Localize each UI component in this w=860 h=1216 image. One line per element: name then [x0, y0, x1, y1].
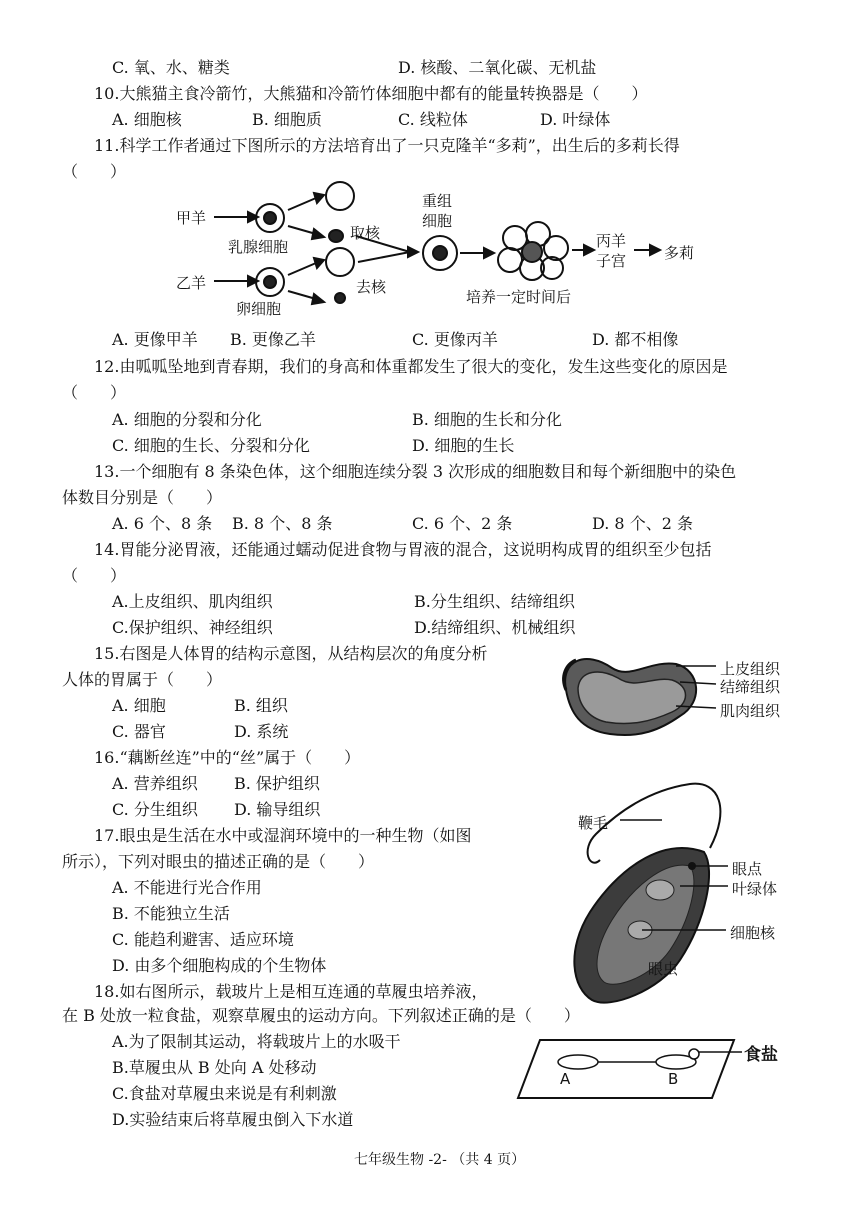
q10-option-b: B. 细胞质 [252, 110, 322, 129]
q11-option-a: A. 更像甲羊 [112, 330, 198, 349]
q14-option-a: A.上皮组织、肌肉组织 [112, 592, 273, 611]
label-recombined-2: 细胞 [422, 212, 453, 230]
q18-option-c: C.食盐对草履虫来说是有利刺激 [112, 1084, 337, 1103]
q15-option-b: B. 组织 [234, 696, 288, 715]
q18-option-a: A.为了限制其运动，将载玻片上的水吸干 [112, 1032, 401, 1051]
q17-option-a: A. 不能进行光合作用 [112, 878, 262, 897]
label-flagellum: 鞭毛 [578, 814, 609, 832]
q15-option-d: D. 系统 [234, 722, 289, 741]
q12-option-b: B. 细胞的生长和分化 [412, 410, 562, 429]
label-eyespot: 眼点 [732, 860, 763, 878]
q15-stem-cont: 人体的胃属于（ ） [62, 670, 223, 689]
q14-stem: 14.胃能分泌胃液，还能通过蠕动促进食物与胃液的混合，这说明构成胃的组织至少包括 [94, 540, 712, 559]
q17-option-c: C. 能趋利避害、适应环境 [112, 930, 294, 949]
label-sheep-a: 甲羊 [176, 209, 207, 227]
label-nucleus: 细胞核 [730, 924, 776, 942]
label-recombined-1: 重组 [422, 192, 453, 210]
label-dolly: 多莉 [664, 244, 695, 262]
q15-option-a: A. 细胞 [112, 696, 166, 715]
q12-blank: （ ） [62, 383, 127, 402]
label-mammary-cell: 乳腺细胞 [228, 238, 289, 256]
q10-option-d: D. 叶绿体 [540, 110, 611, 129]
q13-option-b: B. 8 个、8 条 [232, 514, 333, 533]
q11-option-c: C. 更像丙羊 [412, 330, 498, 349]
q16-option-c: C. 分生组织 [112, 800, 198, 819]
label-muscle: 肌肉组织 [720, 702, 781, 720]
q10-stem: 10.大熊猫主食冷箭竹，大熊猫和冷箭竹体细胞中都有的能量转换器是（ ） [94, 84, 648, 103]
q18-option-d: D.实验结束后将草履虫倒入下水道 [112, 1110, 354, 1129]
q12-option-a: A. 细胞的分裂和分化 [112, 410, 262, 429]
q18-option-b: B.草履虫从 B 处向 A 处移动 [112, 1058, 317, 1077]
q17-stem-cont: 所示），下列对眼虫的描述正确的是（ ） [62, 852, 375, 871]
label-uterus-2: 子宫 [596, 252, 627, 270]
q17-option-b: B. 不能独立生活 [112, 904, 230, 923]
q16-option-b: B. 保护组织 [234, 774, 320, 793]
q10-option-a: A. 细胞核 [112, 110, 182, 129]
label-uterus-1: 丙羊 [596, 232, 627, 250]
q11-stem: 11.科学工作者通过下图所示的方法培育出了一只克隆羊“多莉”，出生后的多莉长得 [94, 136, 680, 155]
q15-stem: 15.右图是人体胃的结构示意图，从结构层次的角度分析 [94, 644, 488, 663]
q12-option-d: D. 细胞的生长 [412, 436, 515, 455]
q12-option-c: C. 细胞的生长、分裂和分化 [112, 436, 310, 455]
label-remove-nucleus: 去核 [356, 278, 387, 296]
q13-stem-cont: 体数目分别是（ ） [62, 488, 223, 507]
label-culture: 培养一定时间后 [466, 288, 572, 306]
q10-option-c: C. 线粒体 [398, 110, 468, 129]
q9-option-d: D. 核酸、二氧化碳、无机盐 [398, 58, 597, 77]
q11-option-d: D. 都不相像 [592, 330, 679, 349]
label-connective: 结缔组织 [720, 678, 781, 696]
page-footer: 七年级生物 -2- （共 4 页） [354, 1152, 526, 1168]
q18-stem: 18.如右图所示，载玻片上是相互连通的草履虫培养液， [94, 982, 488, 1001]
q13-stem: 13.一个细胞有 8 条染色体，这个细胞连续分裂 3 次形成的细胞数目和每个新细胞中的染色 [94, 462, 737, 481]
q18-stem-cont: 在 B 处放一粒食盐，观察草履虫的运动方向。下列叙述正确的是（ ） [62, 1006, 580, 1025]
q14-blank: （ ） [62, 566, 127, 585]
q17-stem: 17.眼虫是生活在水中或湿润环境中的一种生物（如图 [94, 826, 472, 845]
label-take-nucleus: 取核 [350, 224, 381, 242]
q15-option-c: C. 器官 [112, 722, 166, 741]
q14-option-d: D.结缔组织、机械组织 [414, 618, 576, 637]
q13-option-a: A. 6 个、8 条 [112, 514, 213, 533]
label-chloroplast: 叶绿体 [732, 880, 778, 898]
q16-stem: 16.“藕断丝连”中的“丝”属于（ ） [94, 748, 361, 767]
q12-stem: 12.由呱呱坠地到青春期，我们的身高和体重都发生了很大的变化，发生这些变化的原因是 [94, 357, 728, 376]
q13-option-c: C. 6 个、2 条 [412, 514, 513, 533]
q16-option-d: D. 输导组织 [234, 800, 321, 819]
q16-option-a: A. 营养组织 [112, 774, 198, 793]
q13-option-d: D. 8 个、2 条 [592, 514, 693, 533]
q14-option-b: B.分生组织、结缔组织 [414, 592, 575, 611]
q11-option-b: B. 更像乙羊 [230, 330, 316, 349]
q14-option-c: C.保护组织、神经组织 [112, 618, 273, 637]
label-euglena-caption: 眼虫 [648, 960, 679, 978]
label-sheep-b: 乙羊 [176, 274, 207, 292]
label-epithelial: 上皮组织 [720, 660, 781, 678]
label-egg-cell: 卵细胞 [236, 300, 282, 318]
label-b: B [668, 1070, 679, 1088]
label-a: A [560, 1070, 571, 1088]
q9-option-c: C. 氧、水、糖类 [112, 58, 230, 77]
q11-blank: （ ） [62, 162, 127, 181]
label-salt: 食盐 [744, 1045, 778, 1065]
q17-option-d: D. 由多个细胞构成的个生物体 [112, 956, 327, 975]
